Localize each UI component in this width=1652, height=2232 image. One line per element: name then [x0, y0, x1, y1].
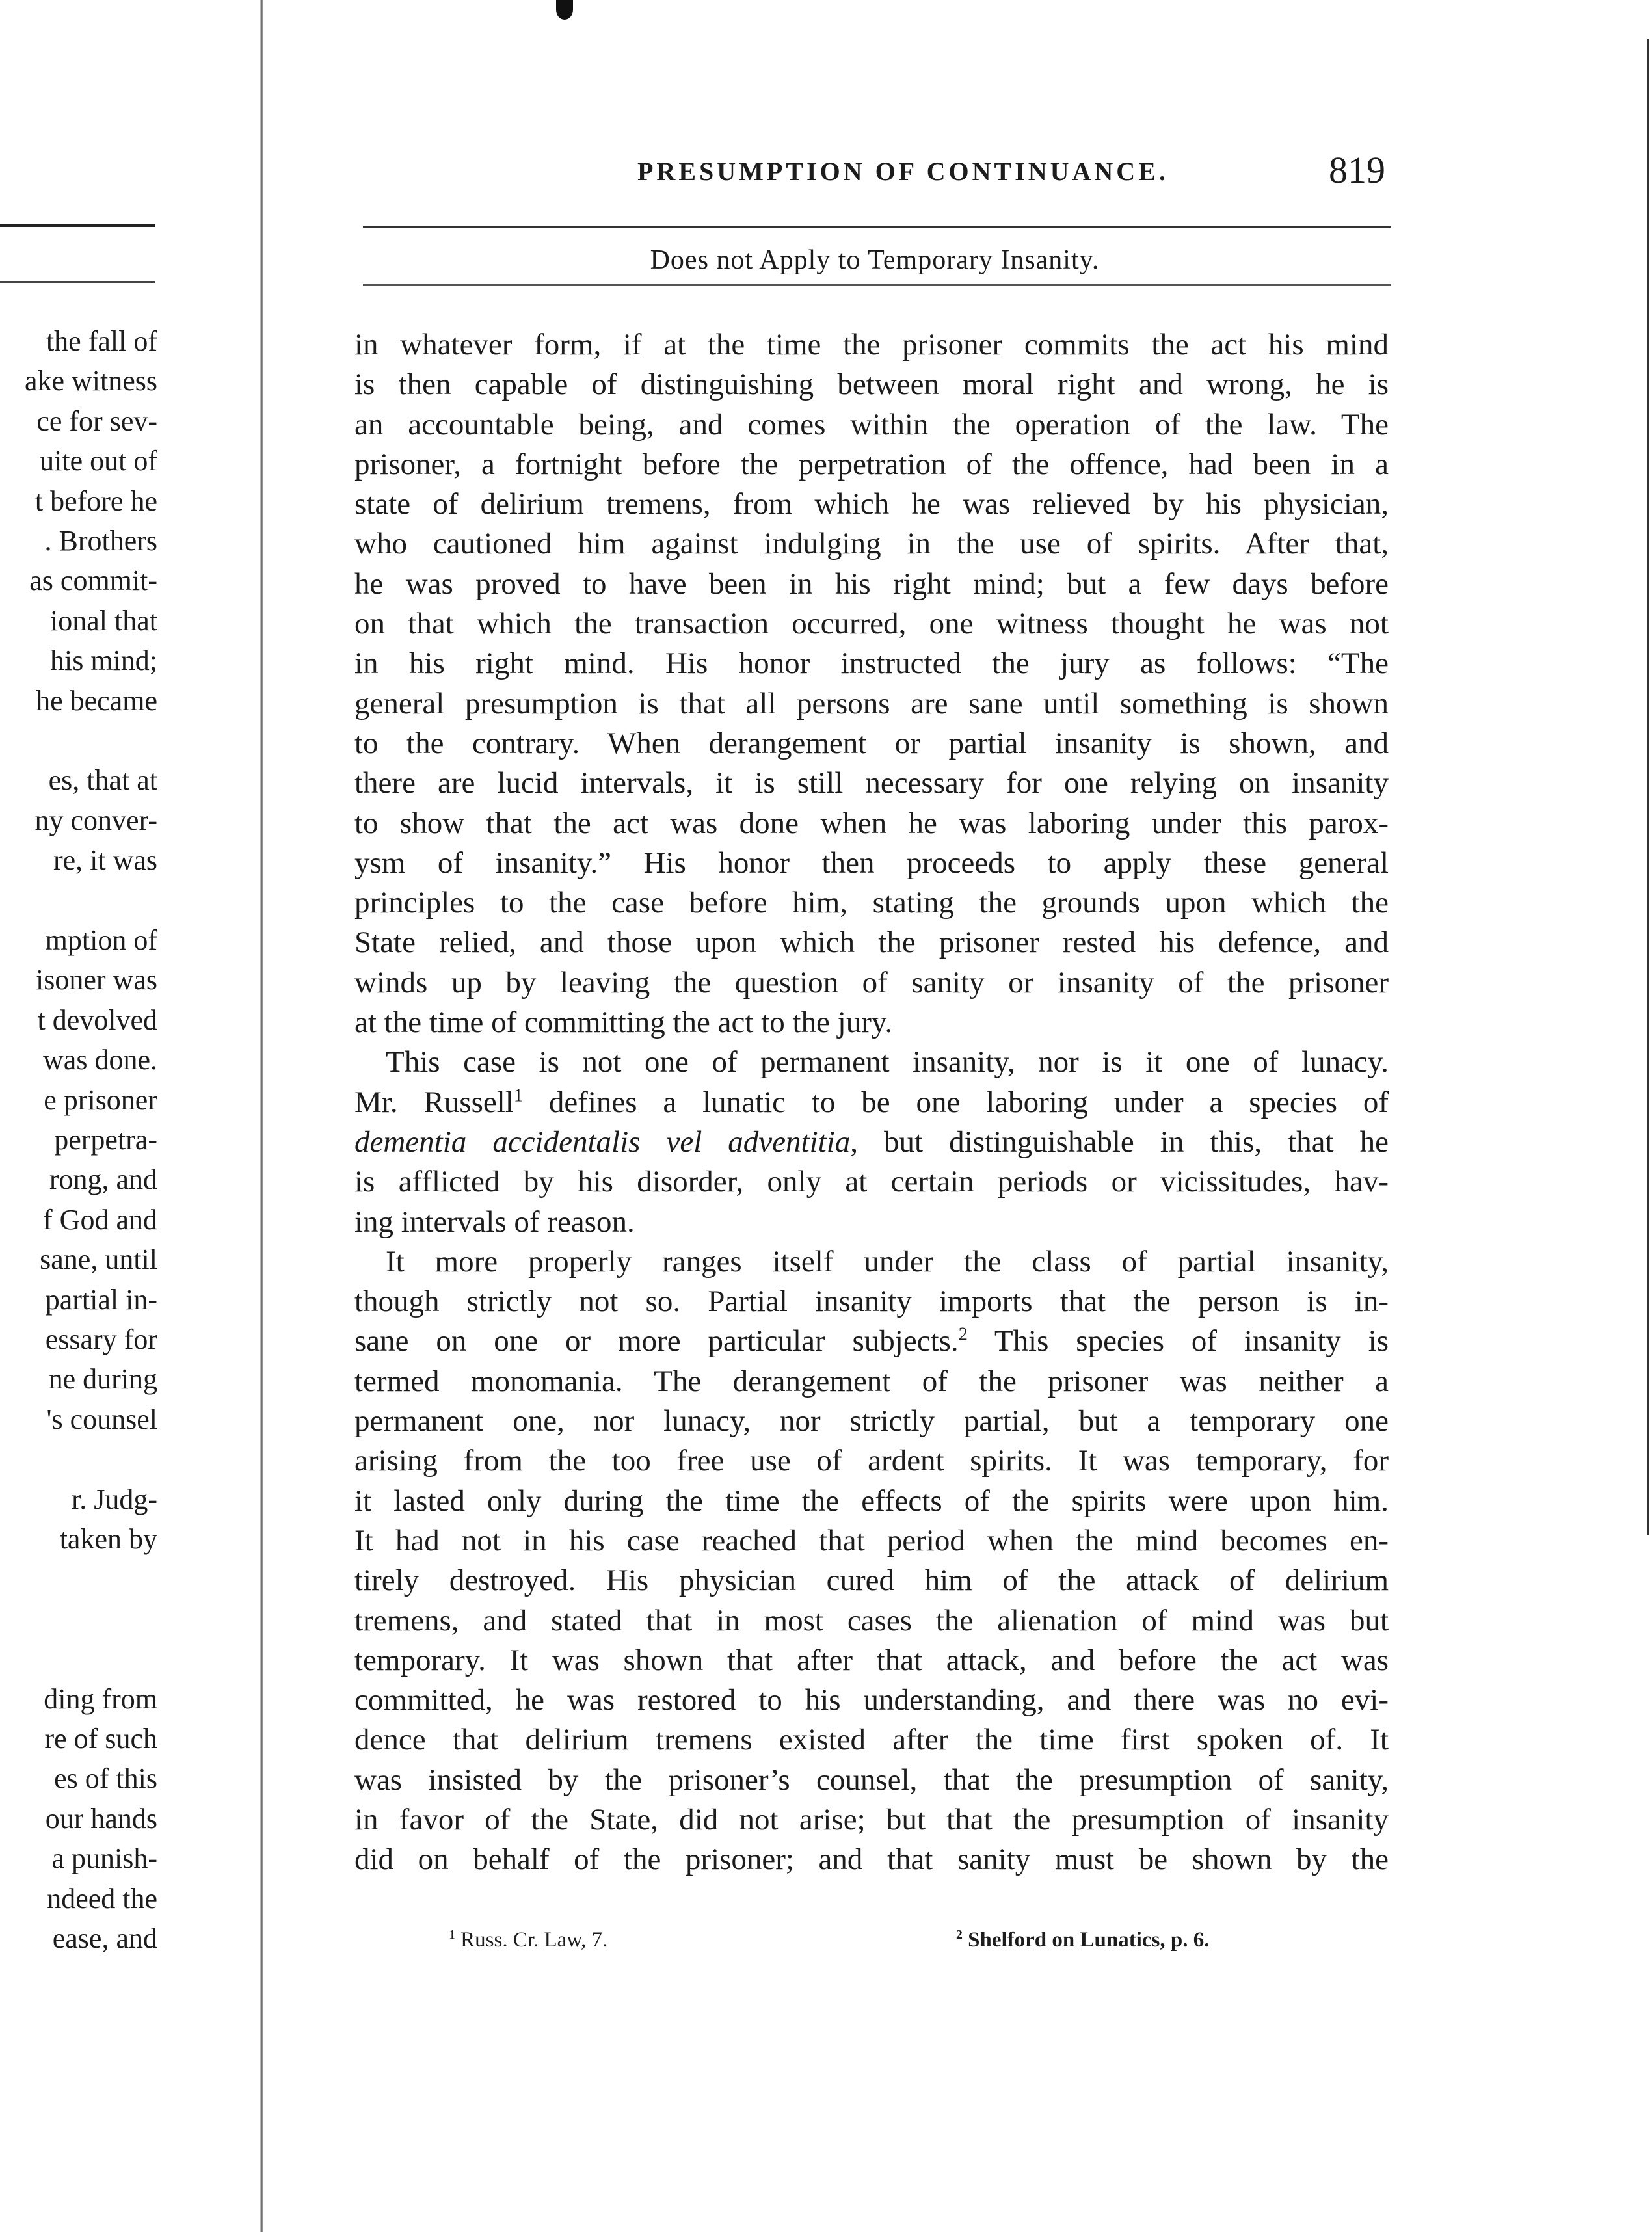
left-page-line: he became	[36, 684, 157, 717]
text-line: ing intervals of reason.	[354, 1204, 635, 1239]
text-line: it lasted only during the time the effects of the spirits were upon him.	[354, 1483, 1389, 1518]
text-line: ysm of insanity.” His honor then proceeds to apply these general	[354, 845, 1389, 880]
footnote-text: Shelford on Lunatics, p. 6.	[968, 1928, 1210, 1952]
text-line: though strictly not so. Partial insanity imports that the person is in-	[354, 1284, 1389, 1319]
footnote-1	[449, 1928, 607, 1952]
footnote-marker: 2	[958, 1324, 968, 1345]
left-page-line: the fall of	[46, 325, 157, 357]
text-line: termed monomania. The derangement of the prisoner was neither a	[354, 1364, 1389, 1398]
left-page-line: rong, and	[49, 1163, 157, 1196]
text-line: on that which the transaction occurred, one witness thought he was not	[354, 607, 1389, 641]
page-edge	[1647, 39, 1649, 1535]
left-header-rule	[0, 224, 155, 227]
left-page-line: as commit-	[29, 565, 157, 597]
text-line: tremens, and stated that in most cases the alienation of mind was but	[354, 1603, 1389, 1638]
left-page-line: ding from	[44, 1682, 157, 1715]
text-line: is afflicted by his disorder, only at certain periods or vicissitudes, hav-	[354, 1165, 1389, 1199]
left-page-line: t devolved	[37, 1003, 157, 1036]
text-line: in favor of the State, did not arise; but that the presumption of insanity	[354, 1802, 1389, 1837]
left-header-rule-lower	[0, 281, 155, 283]
text-line: winds up by leaving the question of sanity or insanity of the prisoner	[354, 965, 1389, 1000]
left-page-line: partial in-	[45, 1283, 157, 1316]
text-line: arising from the too free use of ardent spirits. It was temporary, for	[354, 1444, 1389, 1478]
text-run: , but distinguishable in this, that he	[850, 1124, 1389, 1159]
text-line: general presumption is that all persons are sane until something is shown	[354, 686, 1389, 721]
left-page-line: ease, and	[52, 1922, 157, 1954]
footnote-text: Russ. Cr. Law, 7.	[460, 1928, 608, 1952]
left-page-line: mption of	[45, 924, 157, 956]
text-line: state of delirium tremens, from which he was relieved by his physician,	[354, 487, 1389, 522]
text-line: in his right mind. His honor instructed the jury as follows: “The	[354, 646, 1389, 681]
subhead-rule	[363, 284, 1391, 286]
latin-phrase: dementia accidentalis vel adventitia	[354, 1124, 851, 1159]
left-page-line: perpetra-	[54, 1124, 157, 1156]
running-head: PRESUMPTION OF CONTINUANCE.	[637, 157, 1169, 186]
footnote-number: 1	[449, 1928, 455, 1942]
text-line: It had not in his case reached that period when the mind becomes en-	[354, 1523, 1389, 1558]
page-header	[364, 146, 1385, 191]
footnote-number: 2	[956, 1928, 963, 1942]
left-page-line: re of such	[44, 1723, 157, 1755]
left-page-line: his mind;	[49, 644, 157, 677]
left-facing-page	[0, 0, 260, 2232]
text-run: defines a lunatic to be one laboring under a species of	[522, 1085, 1389, 1119]
text-line: there are lucid intervals, it is still necessary for one relying on insanity	[354, 766, 1389, 801]
left-page-line: isoner was	[36, 964, 157, 996]
text-run: Mr. Russell	[354, 1085, 514, 1119]
footnote-marker: 1	[513, 1085, 523, 1106]
text-line: did on behalf of the prisoner; and that sanity must be shown by the	[354, 1842, 1389, 1877]
text-line	[354, 1083, 1389, 1123]
page-number: 819	[1329, 149, 1385, 191]
text-line: an accountable being, and comes within the operation of the law. The	[354, 407, 1389, 442]
left-page-line: essary for	[45, 1323, 157, 1355]
left-page-line: e prisoner	[44, 1083, 157, 1116]
left-page-line: t before he	[34, 485, 157, 517]
left-page-line: ny conver-	[34, 804, 157, 836]
text-line: This case is not one of permanent insanity, nor is it one of lunacy.	[386, 1045, 1389, 1080]
left-page-line: uite out of	[40, 445, 157, 477]
left-page-line: es, that at	[48, 764, 157, 797]
text-line: temporary. It was shown that after that attack, and before the act was	[354, 1643, 1389, 1677]
header-rule	[363, 226, 1391, 228]
left-page-line: ake witness	[24, 365, 157, 397]
text-line: permanent one, nor lunacy, nor strictly partial, but a temporary one	[354, 1404, 1389, 1439]
left-page-line: ne during	[48, 1363, 157, 1396]
left-page-line: taken by	[59, 1523, 157, 1555]
text-line: committed, he was restored to his understanding, and there was no evi-	[354, 1683, 1389, 1718]
left-page-line: ional that	[50, 604, 157, 637]
text-run: sane on one or more particular subjects.	[354, 1324, 959, 1359]
text-run: This species of insanity is	[967, 1324, 1389, 1359]
left-page-line: ndeed the	[47, 1882, 157, 1915]
text-line: dence that delirium tremens existed after the time first spoken of. It	[354, 1723, 1389, 1757]
footnotes	[364, 1928, 1385, 1967]
text-line: at the time of committing the act to the jury.	[354, 1005, 893, 1040]
text-line: in whatever form, if at the time the prisoner commits the act his mind	[354, 328, 1389, 362]
left-page-line: sane, until	[40, 1243, 157, 1276]
left-page-line: ce for sev-	[36, 405, 157, 437]
text-line: principles to the case before him, stating the grounds upon which the	[354, 886, 1389, 920]
footnote-2	[956, 1928, 1209, 1952]
left-page-line: 's counsel	[46, 1403, 157, 1435]
left-page-line: a punish-	[51, 1842, 157, 1875]
left-page-line: es of this	[54, 1762, 157, 1795]
text-line: tirely destroyed. His physician cured him of the attack of delirium	[354, 1563, 1389, 1598]
text-line	[354, 1322, 1389, 1361]
text-line	[354, 1123, 1389, 1162]
text-line: was insisted by the prisoner’s counsel, that the presumption of sanity,	[354, 1762, 1389, 1797]
text-line: is then capable of distinguishing between moral right and wrong, he is	[354, 367, 1389, 402]
left-page-line: was done.	[43, 1044, 157, 1076]
section-subhead: Does not Apply to Temporary Insanity.	[650, 245, 1100, 275]
binding-mark	[556, 0, 573, 20]
body-text	[354, 325, 1389, 1880]
text-line: to show that the act was done when he was laboring under this parox-	[354, 806, 1389, 840]
text-line: he was proved to have been in his right mind; but a few days before	[354, 566, 1389, 601]
page-gutter	[260, 0, 263, 2232]
text-line: who cautioned him against indulging in the use of spirits. After that,	[354, 527, 1389, 561]
text-line: It more properly ranges itself under the class of partial insanity,	[386, 1244, 1389, 1279]
left-page-line: our hands	[45, 1802, 157, 1835]
text-line: to the contrary. When derangement or partial insanity is shown, and	[354, 726, 1389, 760]
text-line: State relied, and those upon which the prisoner rested his defence, and	[354, 925, 1389, 960]
left-page-line: . Brothers	[44, 525, 157, 557]
left-page-line: re, it was	[53, 844, 157, 877]
left-page-line: r. Judg-	[72, 1483, 157, 1515]
left-page-line: f God and	[43, 1203, 157, 1236]
text-line: prisoner, a fortnight before the perpetration of the offence, had been in a	[354, 447, 1389, 481]
